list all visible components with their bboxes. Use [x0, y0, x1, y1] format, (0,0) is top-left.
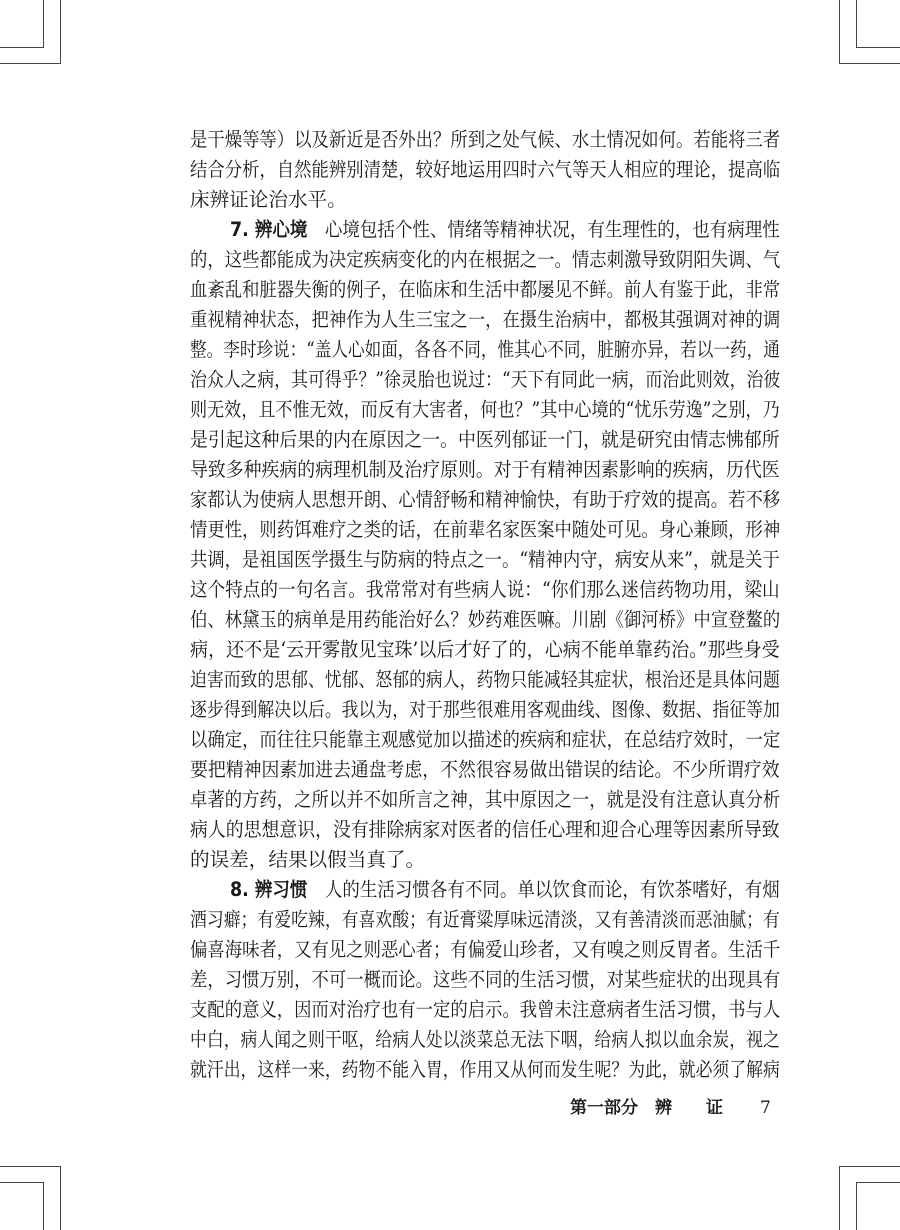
text-line: 病，还不是‘云开雾散见宝珠’以后才好了的，心病不能单靠药治。”那些身受 [190, 638, 780, 661]
text-line: 以确定，而往往只能靠主观感觉加以描述的疾病和症状，在总结疗效时，一定 [190, 728, 781, 751]
crop-mark [60, 0, 61, 64]
page-number: 7 [760, 1098, 771, 1118]
text-line: 情更性，则药饵难疗之类的话，在前辈名家医案中随处可见。身心兼顾，形神 [190, 518, 781, 541]
text-line: 重视精神状态，把神作为人生三宝之一，在摄生治病中，都极其强调对神的调 [190, 308, 781, 331]
text-line: 是干燥等等）以及新近是否外出？所到之处气候、水土情况如何。若能将三者 [190, 128, 781, 151]
crop-mark [856, 47, 900, 48]
text-line: 伯、林黛玉的病单是用药能治好么？妙药难医嘛。川剧《御河桥》中宣登鳌的 [190, 608, 781, 631]
crop-mark [0, 1182, 44, 1183]
text-line: 家都认为使病人思想开朗、心情舒畅和精神愉快，有助于疗效的提高。若不移 [190, 488, 781, 511]
text-line: 差，习惯万别，不可一概而论。这些不同的生活习惯，对某些症状的出现具有 [190, 968, 781, 991]
text-line: 要把精神因素加进去通盘考虑，不然很容易做出错误的结论。不少所谓疗效 [190, 758, 780, 781]
crop-mark [60, 1166, 61, 1230]
crop-mark [0, 47, 44, 48]
text-line: 中白，病人闻之则干呕，给病人处以淡菜总无法下咽，给病人拟以血余炭，视之 [190, 1028, 780, 1051]
text-line: 的误差，结果以假当真了。 [190, 848, 426, 871]
text-line: 则无效，且不惟无效，而反有大害者，何也？”其中心境的“忧乐劳逸”之别，乃 [190, 398, 780, 421]
text-line: 导致多种疾病的病理机制及治疗原则。对于有精神因素影响的疾病，历代医 [190, 458, 780, 481]
text-line: 的，这些都能成为决定疾病变化的内在根据之一。情志刺激导致阴阳失调、气 [190, 248, 781, 271]
text-line: 结合分析，自然能辨别清楚，较好地运用四时六气等天人相应的理论，提高临 [190, 158, 781, 181]
text-line: 血紊乱和脏器失衡的例子，在临床和生活中都屡见不鲜。前人有鉴于此，非常 [190, 278, 781, 301]
text-line: 这个特点的一句名言。我常常对有些病人说：“你们那么迷信药物功用，梁山 [190, 578, 780, 601]
crop-mark [856, 1182, 900, 1183]
text-line [230, 878, 780, 902]
text-line: 病人的思想意识，没有排除病家对医者的信任心理和迎合心理等因素所导致 [190, 818, 780, 841]
crop-mark [839, 0, 840, 64]
text-span: 心境包括个性、情绪等精神状况，有生理性的，也有病理性 [324, 218, 780, 241]
text-line: 逐步得到解决以后。我以为，对于那些很难用客观曲线、图像、数据、指征等加 [190, 698, 780, 721]
text-span: 人的生活习惯各有不同。单以饮食而论，有饮茶嗜好，有烟 [324, 878, 780, 901]
text-line: 酒习癖；有爱吃辣，有喜欢酸；有近膏粱厚味远清淡，又有善清淡而恶油腻；有 [190, 908, 780, 931]
section-heading-7: 7. 辨心境 [230, 218, 308, 241]
text-line: 整。李时珍说：“盖人心如面，各各不同，惟其心不同，脏腑亦异，若以一药，通 [190, 338, 780, 361]
crop-mark [839, 1166, 840, 1230]
crop-mark [43, 0, 44, 48]
crop-mark [0, 1166, 60, 1167]
crop-mark [839, 63, 900, 64]
text-line: 偏喜海味者，又有见之则恶心者；有偏爱山珍者，又有嗅之则反胃者。生活千 [190, 938, 781, 961]
text-line: 床辨证论治水平。 [190, 188, 347, 211]
text-line: 共调，是祖国医学摄生与防病的特点之一。“精神内守，病安从来”，就是关于 [190, 548, 780, 571]
text-line: 迫害而致的思郁、忧郁、怒郁的病人，药物只能减轻其症状，根治还是具体问题 [190, 668, 780, 691]
text-line: 是引起这种后果的内在原因之一。中医列郁证一门，就是研究由情志怫郁所 [190, 428, 780, 451]
running-footer: 第一部分 辨 证 [570, 1098, 723, 1118]
crop-mark [839, 1166, 900, 1167]
text-line: 卓著的方药，之所以并不如所言之神，其中原因之一，就是没有注意认真分析 [190, 788, 781, 811]
section-heading-8: 8. 辨习惯 [230, 878, 308, 901]
crop-mark [856, 1182, 857, 1230]
crop-mark [856, 0, 857, 48]
text-line: 治众人之病，其可得乎？”徐灵胎也说过：“天下有同此一病，而治此则效，治彼 [190, 368, 781, 391]
text-line: 支配的意义，因而对治疗也有一定的启示。我曾未注意病者生活习惯，书与人 [190, 998, 781, 1021]
text-line [230, 218, 780, 242]
crop-mark [43, 1182, 44, 1230]
text-line: 就汗出，这样一来，药物不能入胃，作用又从何而发生呢？为此，就必须了解病 [190, 1058, 780, 1081]
crop-mark [0, 63, 60, 64]
